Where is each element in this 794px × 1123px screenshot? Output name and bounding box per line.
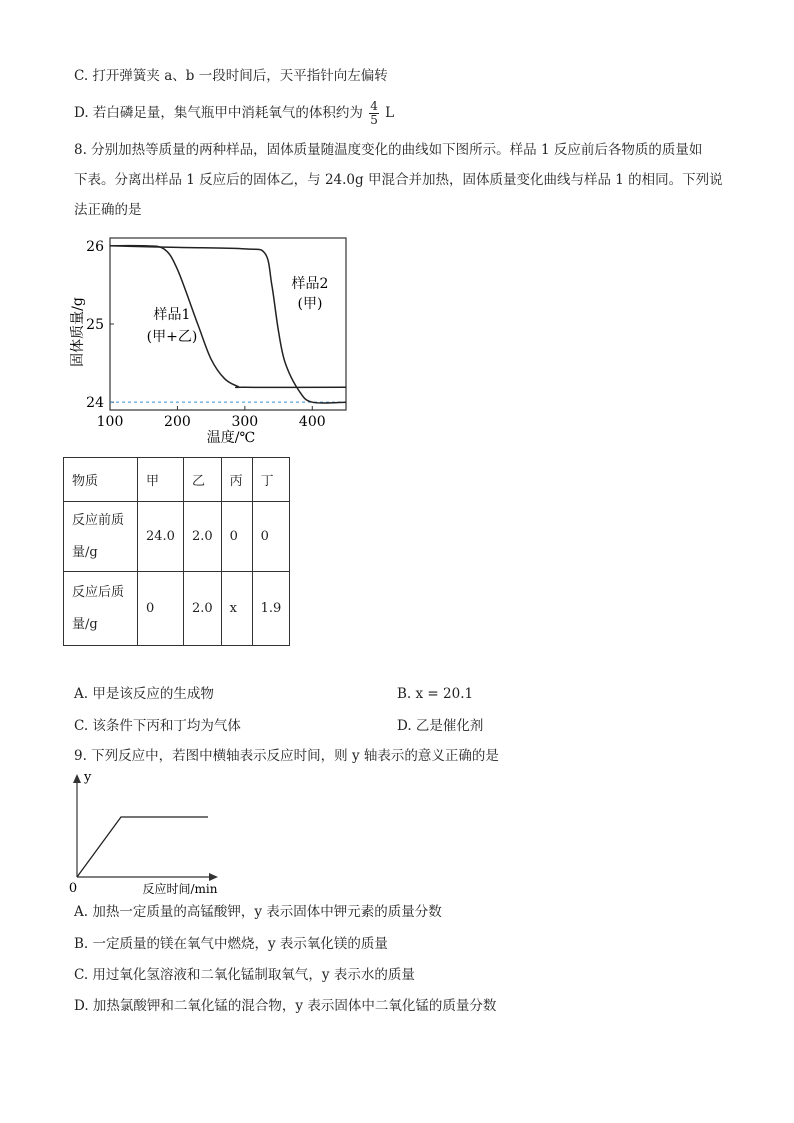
row-label-line: 反应前质 [72, 512, 125, 528]
series-sample-1-curve [110, 246, 346, 388]
series-sample-2-curve [110, 246, 346, 403]
fraction-denominator: 5 [370, 113, 378, 127]
time-graph [66, 766, 236, 900]
x-tick-label: 300 [231, 414, 259, 430]
table-cell: x [221, 572, 252, 646]
graph-origin-label: 0 [68, 881, 78, 896]
x-axis-arrow-icon [209, 873, 218, 881]
header-cell: 丁 [252, 458, 290, 502]
q9-stem: 9. 下列反应中，若图中横轴表示反应时间，则 y 轴表示的意义正确的是 [74, 748, 499, 764]
table-row [64, 502, 290, 572]
y-tick-label: 25 [86, 317, 104, 333]
q8-option-c: C. 该条件下丙和丁均为气体 [74, 718, 241, 734]
q9-option-b: B. 一定质量的镁在氧气中燃烧，y 表示氧化镁的质量 [74, 936, 388, 952]
plot-frame [110, 238, 346, 410]
q7-option-c: C. 打开弹簧夹 a、b 一段时间后，天平指针向左偏转 [74, 68, 388, 84]
chart-x-axis-label: 温度/℃ [206, 430, 256, 446]
q8-option-d: D. 乙是催化剂 [397, 718, 484, 734]
series-2-label: 样品2 [291, 276, 329, 292]
q7-option-d [74, 100, 394, 127]
table-cell: 0 [138, 572, 184, 646]
table-cell: 1.9 [252, 572, 290, 646]
table-header-row [64, 458, 290, 502]
q8-stem-line-2: 下表。分离出样品 1 反应后的固体乙，与 24.0g 甲混合并加热，固体质量变化曲线与样品 1 的相同。下列说 [74, 172, 723, 188]
q9-option-c: C. 用过氧化氢溶液和二氧化锰制取氧气，y 表示水的质量 [74, 967, 415, 983]
y-tick-label: 24 [86, 395, 104, 412]
graph-x-label: 反应时间/min [142, 882, 218, 896]
q8-stem-line-1: 8. 分别加热等质量的两种样品，固体质量随温度变化的曲线如下图所示。样品 1 反应前后各物质的质量如 [74, 142, 703, 158]
mass-table [63, 457, 290, 646]
q7-option-d-text: D. 若白磷足量，集气瓶甲中消耗氧气的体积约为 [74, 105, 363, 121]
series-2-sublabel: (甲) [297, 296, 323, 312]
table-cell: 2.0 [183, 572, 221, 646]
x-tick-label: 400 [298, 414, 326, 430]
graph-curve [77, 817, 208, 877]
table-cell: 24.0 [138, 502, 184, 572]
series-1-label: 样品1 [153, 307, 191, 323]
fraction [369, 100, 379, 127]
unit-liter: L [385, 105, 395, 121]
header-cell: 甲 [138, 458, 184, 502]
y-axis-arrow-icon [73, 774, 81, 783]
q8-stem-line-3: 法正确的是 [74, 202, 142, 218]
q8-option-a: A. 甲是该反应的生成物 [74, 686, 214, 702]
q9-option-d: D. 加热氯酸钾和二氧化锰的混合物，y 表示固体中二氧化锰的质量分数 [74, 998, 497, 1014]
table-cell: 2.0 [183, 502, 221, 572]
chart-y-axis-label: 固体质量/g [70, 297, 86, 367]
header-cell: 物质 [64, 458, 138, 502]
row-label [64, 572, 138, 646]
mass-temperature-chart [64, 228, 354, 450]
x-tick-label: 200 [164, 414, 191, 430]
fraction-numerator: 4 [370, 99, 378, 113]
x-tick-label: 100 [96, 414, 124, 430]
q9-option-a: A. 加热一定质量的高锰酸钾，y 表示固体中钾元素的质量分数 [74, 904, 442, 920]
row-label [64, 502, 138, 572]
table-row [64, 572, 290, 646]
y-tick-label: 26 [86, 238, 104, 255]
series-1-sublabel: (甲+乙) [146, 329, 198, 345]
q8-option-b: B. x = 20.1 [397, 686, 474, 702]
header-cell: 乙 [183, 458, 221, 502]
row-label-line: 反应后质 [72, 584, 125, 600]
row-label-line: 量/g [72, 616, 98, 632]
graph-y-label: y [84, 770, 92, 785]
row-label-line: 量/g [72, 544, 98, 560]
table-cell: 0 [221, 502, 252, 572]
header-cell: 丙 [221, 458, 252, 502]
table-cell: 0 [252, 502, 290, 572]
